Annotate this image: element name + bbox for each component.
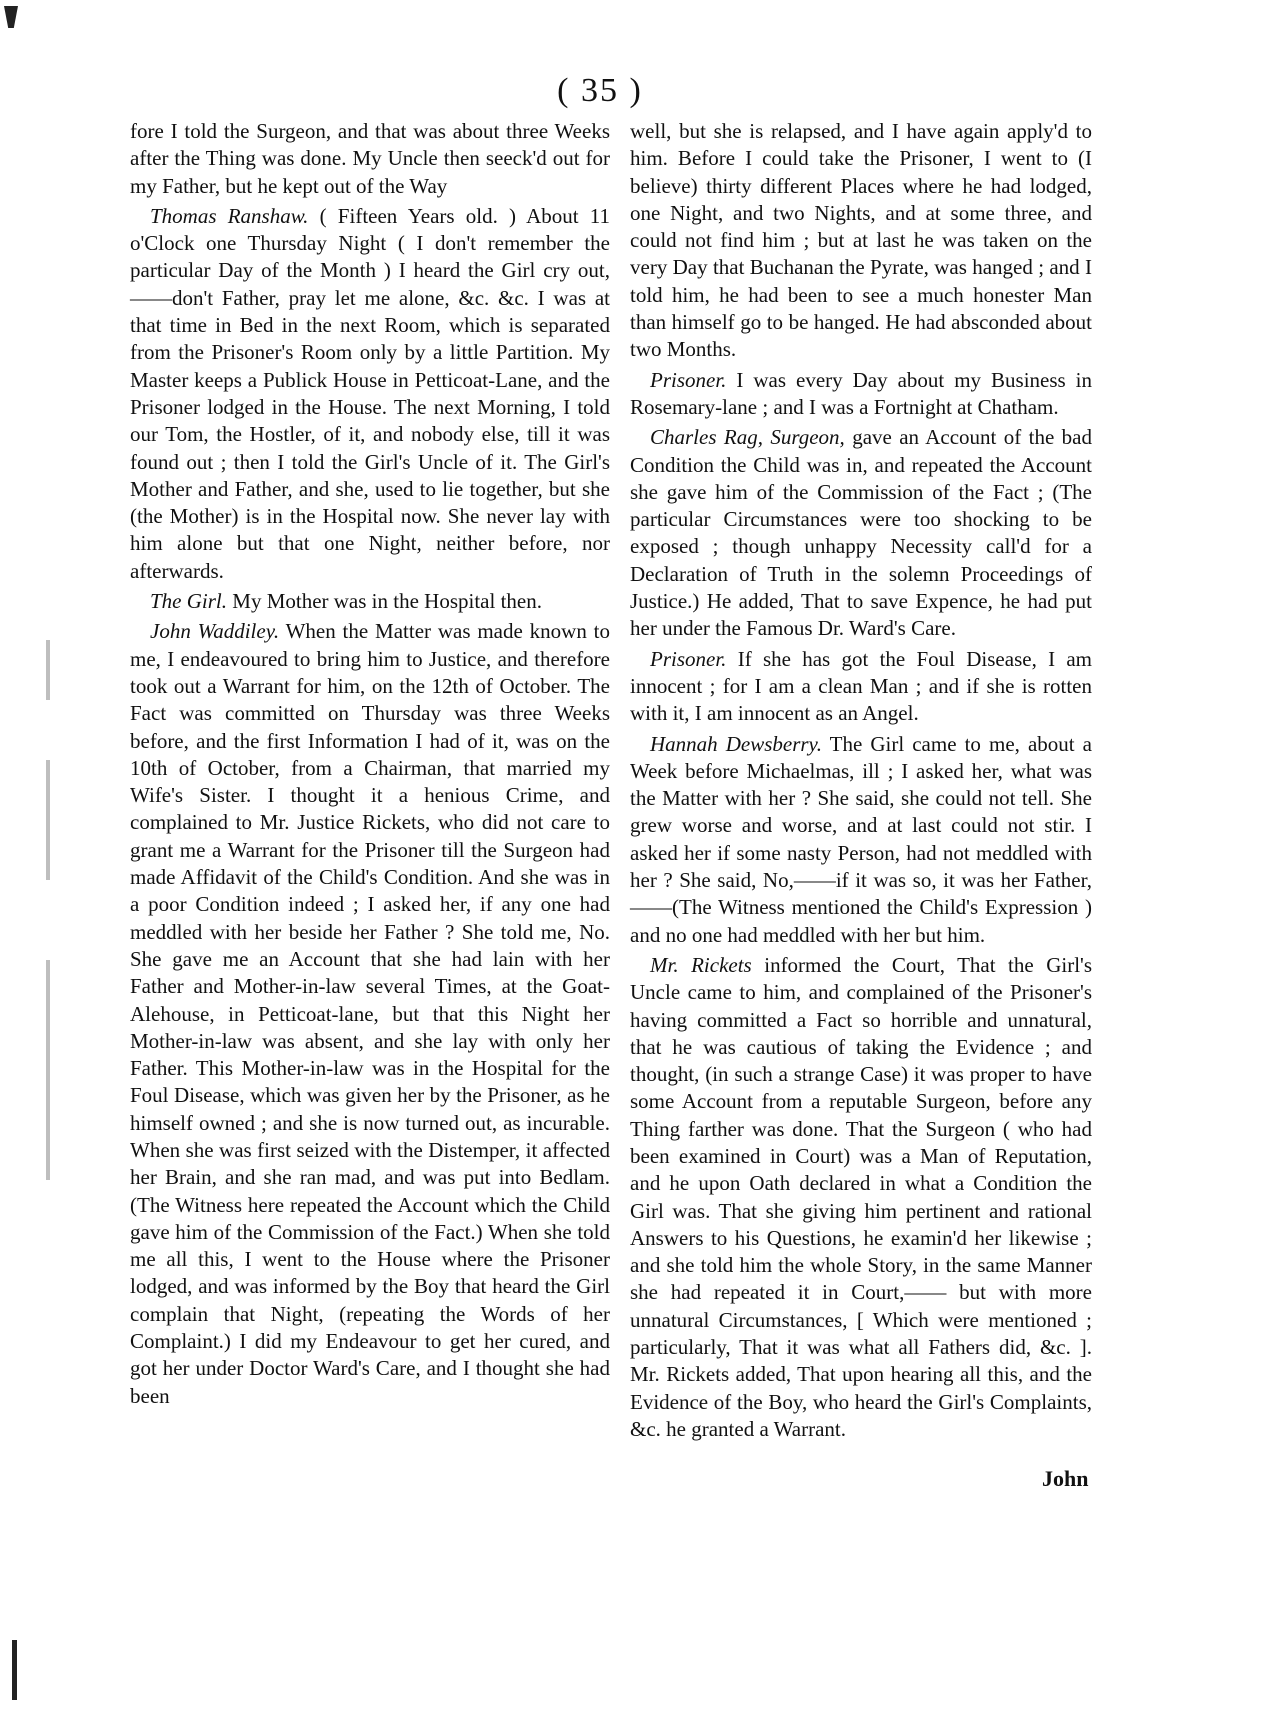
speaker-name: Prisoner. xyxy=(650,646,727,671)
margin-smudge xyxy=(46,960,50,1180)
paragraph xyxy=(630,731,1092,949)
paragraph-text: informed the Court, That the Girl's Uncle came to him, and complained of the Prisoner's having committed a Fact so horrible and unnatural, that he was cautious of taking the Evidence ; and thought, (in such a strange Case) it was proper to have some Account from a reputable Surgeon, before any Thing farther was done. That the Surgeon ( who had been examined in Court) was a Man of Reputation, and he upon Oath declared in what a Condition the Girl was. That she giving him pertinent and rational Answers to his Questions, he examin'd her likewise ; and she told him the whole Story, in the same Manner she had repeated it in Court,—— but with more unnatural Circumstances, [ Which were mentioned ; particularly, That it was what all Fathers did, &c. ]. Mr. Rickets added, That upon hearing all this, and the Evidence of the Boy, who heard the Girl's Complaints, &c. he granted a Warrant. xyxy=(630,952,1092,1441)
paragraph xyxy=(630,118,1092,364)
paragraph xyxy=(130,618,610,1410)
paragraph xyxy=(630,424,1092,642)
paragraph xyxy=(130,118,610,200)
paragraph-text: If she has got the Foul Disease, I am innocent ; for I am a clean Man ; and if she is rotten with it, I am innocent as an Angel. xyxy=(630,646,1092,726)
paragraph-text: When the Matter was made known to me, I endeavoured to bring him to Justice, and therefore took out a Warrant for him, on the 12th of October. The Fact was committed on Thursday was three Weeks before, and the first Information I had of it, was on the 10th of October, from a Chairman, that married my Wife's Sister. I thought it a henious Crime, and complained to Mr. Justice Rickets, who did not care to grant me a Warrant for the Prisoner till the Surgeon had made Affidavit of the Child's Condition. And she was in a poor Condition indeed ; I asked her, if any one had meddled with her beside her Father ? She told me, No. She gave me an Account that she had lain with her Father and Mother-in-law several Times, at the Goat-Alehouse, in Petticoat-lane, but that this Night her Mother-in-law was absent, and she lay with only her Father. This Mother-in-law was in the Hospital for the Foul Disease, which was given her by the Prisoner, as he himself owned ; and she is now turned out, as incurable. When she was first seized with the Distemper, it affected her Brain, and she ran mad, and was put into Bedlam. (The Witness here repeated the Account which the Child gave him of the Commission of the Fact.) When she told me all this, I went to the House where the Prisoner lodged, and was informed by the Boy that heard the Girl complain that Night, (repeating the Words of her Complaint.) I did my Endeavour to get her cured, and got her under Doctor Ward's Care, and I thought she had been xyxy=(130,619,610,1408)
speaker-name: Mr. Rickets xyxy=(650,952,752,977)
corner-mark xyxy=(4,6,18,28)
paragraph xyxy=(630,952,1092,1443)
page-number: ( 35 ) xyxy=(557,72,643,109)
left-column xyxy=(130,118,610,1413)
paragraph-text: My Mother was in the Hospital then. xyxy=(227,589,542,614)
margin-smudge xyxy=(46,640,50,700)
scan-margin-marks xyxy=(0,0,40,1723)
paragraph-text: gave an Account of the bad Condition the Child was in, and repeated the Account she gave him of the Commission of the Fact ; (The particular Circumstances were too shocking to be exposed ; though unhappy Necessity call'd for a Declaration of Truth in the solemn Proceedings of Justice.) He added, That to save Expence, he had put her under the Famous Dr. Ward's Care. xyxy=(630,425,1092,641)
paragraph-text: fore I told the Surgeon, and that was about three Weeks after the Thing was done. My Uncle then seeck'd out for my Father, but he kept out of the Way xyxy=(130,119,610,198)
right-column xyxy=(630,118,1092,1446)
paragraph-text: I was every Day about my Business in Rosemary-lane ; and I was a Fortnight at Chatham. xyxy=(630,367,1092,419)
speaker-name: Prisoner. xyxy=(650,367,727,392)
speaker-name: John Waddiley. xyxy=(150,619,280,644)
speaker-name: The Girl. xyxy=(150,589,228,614)
speaker-name: Hannah Dewsberry. xyxy=(650,731,822,756)
margin-smudge xyxy=(46,760,50,880)
paragraph xyxy=(130,203,610,585)
paragraph xyxy=(130,588,610,615)
paragraph xyxy=(630,367,1092,422)
paragraph-text: The Girl came to me, about a Week before Michaelmas, ill ; I asked her, what was the Matter with her ? She said, she could not tell. She grew worse and worse, and at last could not stir. I asked her if some nasty Person, had not meddled with her ? She said, No,——if it was so, it was her Father,——(The Witness mentioned the Child's Expression ) and no one had meddled with her but him. xyxy=(630,731,1092,947)
catchword: John xyxy=(1042,1466,1089,1491)
speaker-name: Thomas Ranshaw. xyxy=(150,203,309,228)
speaker-name: Charles Rag, Surgeon, xyxy=(650,425,845,450)
binding-mark xyxy=(12,1640,17,1700)
paragraph xyxy=(630,646,1092,728)
paragraph-text: ( Fifteen Years old. ) About 11 o'Clock one Thursday Night ( I don't remember the particular Day of the Month ) I heard the Girl cry out,——don't Father, pray let me alone, &c. &c. I was at that time in Bed in the next Room, which is separated from the Prisoner's Room only by a little Partition. My Master keeps a Publick House in Petticoat-Lane, and the Prisoner lodged in the House. The next Morning, I told our Tom, the Hostler, of it, and nobody else, till it was found out ; then I told the Girl's Uncle of it. The Girl's Mother and Father, and she, used to lie together, but she (the Mother) is in the Hospital now. She never lay with him alone but that one Night, neither before, nor afterwards. xyxy=(130,203,610,583)
paragraph-text: well, but she is relapsed, and I have again apply'd to him. Before I could take the Prisoner, I went to (I believe) thirty different Places where he had lodged, one Night, and two Nights, and at some three, and could not find him ; but at last he was taken on the very Day that Buchanan the Pyrate, was hanged ; and I told him, he had been to see a much honester Man than himself go to be hanged. He had absconded about two Months. xyxy=(630,119,1092,362)
